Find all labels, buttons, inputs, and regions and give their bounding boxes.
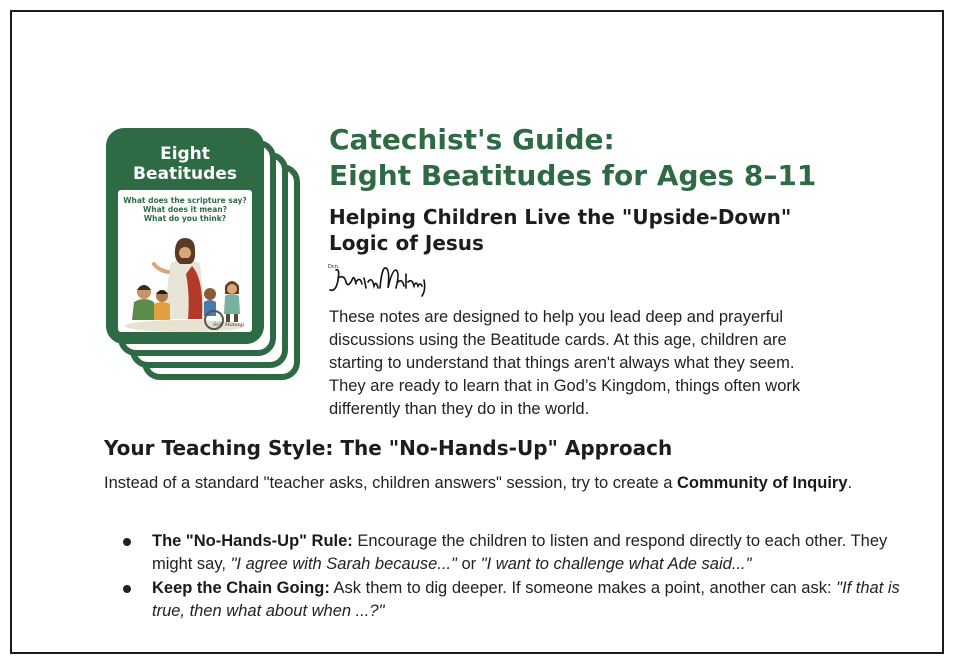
bullet-dot	[123, 538, 131, 546]
section-intro-end: .	[847, 474, 853, 492]
section-intro-paragraph	[104, 472, 904, 495]
list-item-text: Encourage the children to listen and respond directly to each other. They might say,	[152, 532, 888, 573]
intro-line: They are ready to learn that in God’s Kingdom, things often work	[329, 377, 801, 395]
list-item-quote: "If that is true, then what about when ...?"	[152, 579, 900, 620]
intro-line: starting to understand that things aren't always what they seem.	[329, 354, 795, 372]
list-item-quote: "I want to challenge what Ade said..."	[480, 555, 752, 573]
card-question-2: What does it mean?	[143, 205, 227, 214]
author-signature	[326, 260, 436, 300]
list-item	[104, 530, 904, 576]
page-subtitle-line2: Logic of Jesus	[329, 231, 484, 255]
card-questions	[118, 190, 252, 223]
list-item-quote: "I agree with Sarah because..."	[230, 555, 457, 573]
list-item	[104, 577, 904, 623]
bullet-dot	[123, 585, 131, 593]
list-item-bold-label: The "No-Hands-Up" Rule:	[152, 532, 353, 550]
section-heading: Your Teaching Style: The "No-Hands-Up" Approach	[104, 436, 673, 460]
jesus-with-children-illustration	[118, 224, 252, 332]
intro-line: discussions using the Beatitude cards. At this age, children are	[329, 331, 787, 349]
list-item-bold-label: Keep the Chain Going:	[152, 579, 330, 597]
card-front	[106, 128, 264, 344]
intro-line: These notes are designed to help you lead deep and prayerful	[329, 308, 784, 326]
card-artist-signature: Still Malunji	[212, 322, 244, 328]
page-title-line1: Catechist's Guide:	[329, 123, 615, 156]
page-title-line2: Eight Beatitudes for Ages 8–11	[329, 159, 817, 192]
card-inner	[118, 190, 252, 332]
list-item-text: or	[456, 555, 481, 573]
page-subtitle	[329, 204, 791, 256]
list-item-text: Ask them to dig deeper. If someone makes a point, another can ask:	[329, 579, 837, 597]
beatitude-card-stack	[106, 128, 306, 388]
card-question-1: What does the scripture say?	[123, 196, 247, 205]
section-intro-bold: Community of Inquiry	[677, 474, 848, 492]
card-title-line2: Beatitudes	[133, 164, 237, 184]
card-question-3: What do you think?	[143, 214, 227, 223]
card-title-line1: Eight	[160, 144, 210, 164]
page-subtitle-line1: Helping Children Live the "Upside-Down"	[329, 205, 792, 229]
section-intro-text: Instead of a standard "teacher asks, children answers" session, try to create a	[104, 474, 678, 492]
page-title	[329, 122, 816, 194]
intro-paragraph	[329, 306, 889, 421]
teaching-tips-list	[104, 530, 904, 624]
card-title	[112, 134, 258, 184]
svg-text:Dcn.: Dcn.	[328, 264, 340, 270]
intro-line: differently than they do in the world.	[329, 400, 590, 418]
